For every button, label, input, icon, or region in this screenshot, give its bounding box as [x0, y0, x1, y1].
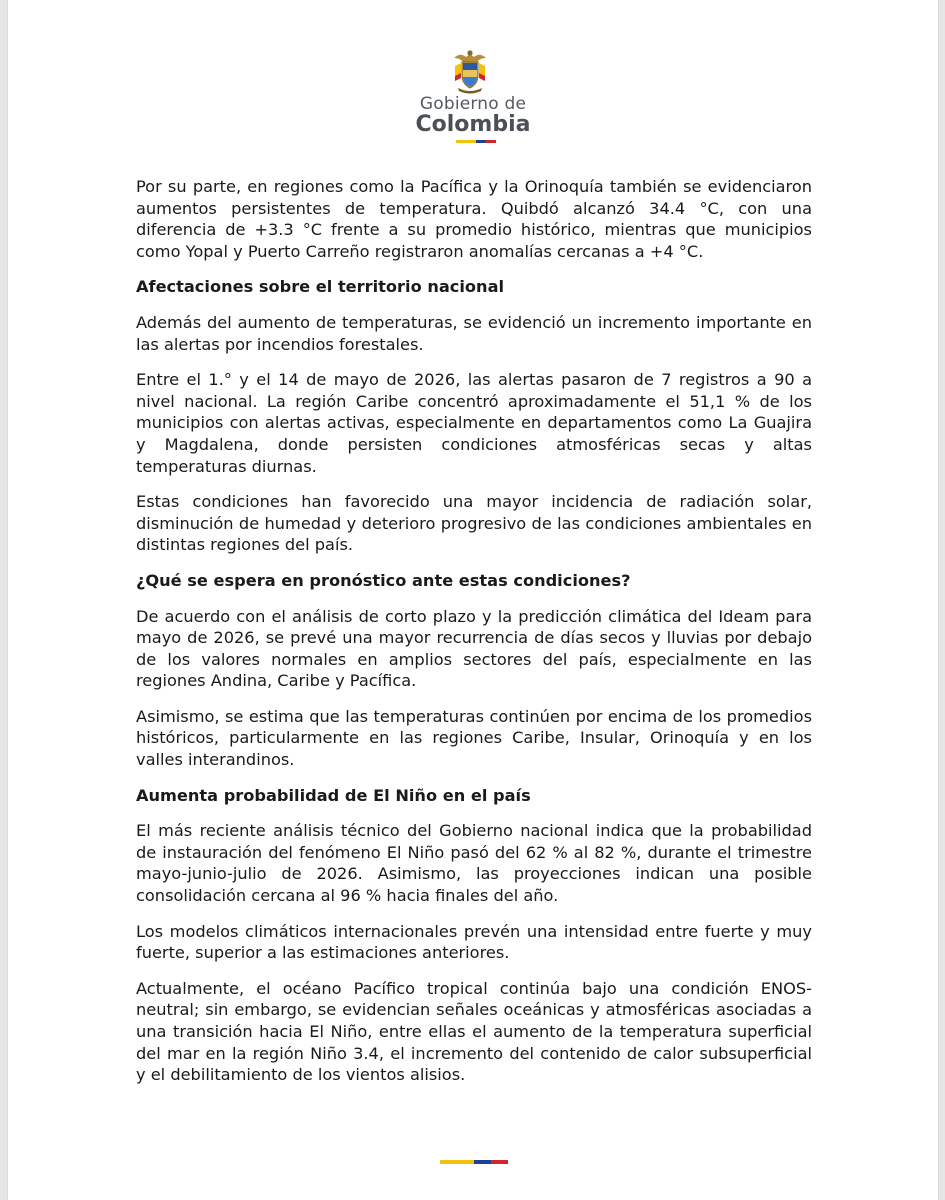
flag-red-band: [486, 140, 496, 143]
flag-blue-band: [476, 140, 486, 143]
heading-afectaciones: Afectaciones sobre el territorio nacional: [136, 277, 505, 297]
colombia-coat-of-arms-icon: [450, 48, 490, 94]
logo-line-colombia: Colombia: [415, 112, 531, 137]
document-page: [8, 0, 938, 1200]
paragraph-prediccion-ideam: De acuerdo con el análisis de corto plazo y la predicción climática del Ideam para mayo de 2026, se prevé una mayor recurrencia de días secos y lluvias por debajo de los valores normales en amplios sectores del país, especialmente en las regiones Andina, Caribe y Pacífica.: [136, 606, 812, 691]
paragraph-modelos-climaticos: Los modelos climáticos internacionales prevén una intensidad entre fuerte y muy fuerte, superior a las estimaciones anteriores.: [136, 921, 812, 963]
paragraph-oceano-pacifico: Actualmente, el océano Pacífico tropical continúa bajo una condición ENOS-neutral; sin embargo, se evidencian señales oceánicas y atmosféricas asociadas a una transición hacia El Niño, entre ellas el aumento de la temperatura superficial del mar en la región Niño 3.4, el incremento del contenido de calor subsuperficial y el debilitamiento de los vientos alisios.: [136, 978, 812, 1085]
flag-yellow-band: [456, 140, 476, 143]
paragraph-alertas: Entre el 1.° y el 14 de mayo de 2026, las alertas pasaron de 7 registros a 90 a nivel nacional. La región Caribe concentró aproximadamente el 51,1 % de los municipios con alertas activas, especialmente en departamentos como La Guajira y Magdalena, donde persisten condiciones atmosféricas secas y altas temperaturas diurnas.: [136, 370, 812, 476]
header-flag-stripe: [456, 140, 496, 143]
flag-blue-band: [474, 1160, 491, 1164]
paragraph-temperaturas-historicas: Asimismo, se estima que las temperaturas continúen por encima de los promedios históricos, particularmente en las regiones Caribe, Insular, Orinoquía y en los valles interandinos.: [136, 706, 812, 770]
logo-line-gobierno-de: Gobierno de: [419, 94, 527, 114]
flag-yellow-band: [440, 1160, 474, 1164]
heading-pronostico: ¿Qué se espera en pronóstico ante estas condiciones?: [136, 570, 631, 590]
flag-red-band: [491, 1160, 508, 1164]
paragraph-regional-temperatures: Por su parte, en regiones como la Pacífica y la Orinoquía también se evidenciaron aumentos persistentes de temperatura. Quibdó alcanzó 34.4 °C, con una diferencia de +3.3 °C frente a su promedio histórico, mientras que municipios como Yopal y Puerto Carreño registraron anomalías cercanas a +4 °C.: [136, 177, 812, 261]
paragraph-probabilidad-el-nino: El más reciente análisis técnico del Gobierno nacional indica que la probabilidad de instauración del fenómeno El Niño pasó del 62 % al 82 %, durante el trimestre mayo-junio-julio de 2026. Asimismo, las proyecciones indican una posible consolidación cercana al 96 % hacia finales del año.: [136, 821, 812, 906]
document-body: [136, 176, 812, 1100]
page-header: [8, 48, 938, 148]
heading-el-nino: Aumenta probabilidad de El Niño en el país: [136, 785, 531, 805]
paragraph-incendios: Además del aumento de temperaturas, se evidenció un incremento importante en las alertas por incendios forestales.: [136, 312, 812, 354]
footer-flag-stripe: [440, 1160, 508, 1164]
paragraph-condiciones: Estas condiciones han favorecido una mayor incidencia de radiación solar, disminución de humedad y deterioro progresivo de las condiciones ambientales en distintas regiones del país.: [136, 492, 812, 555]
